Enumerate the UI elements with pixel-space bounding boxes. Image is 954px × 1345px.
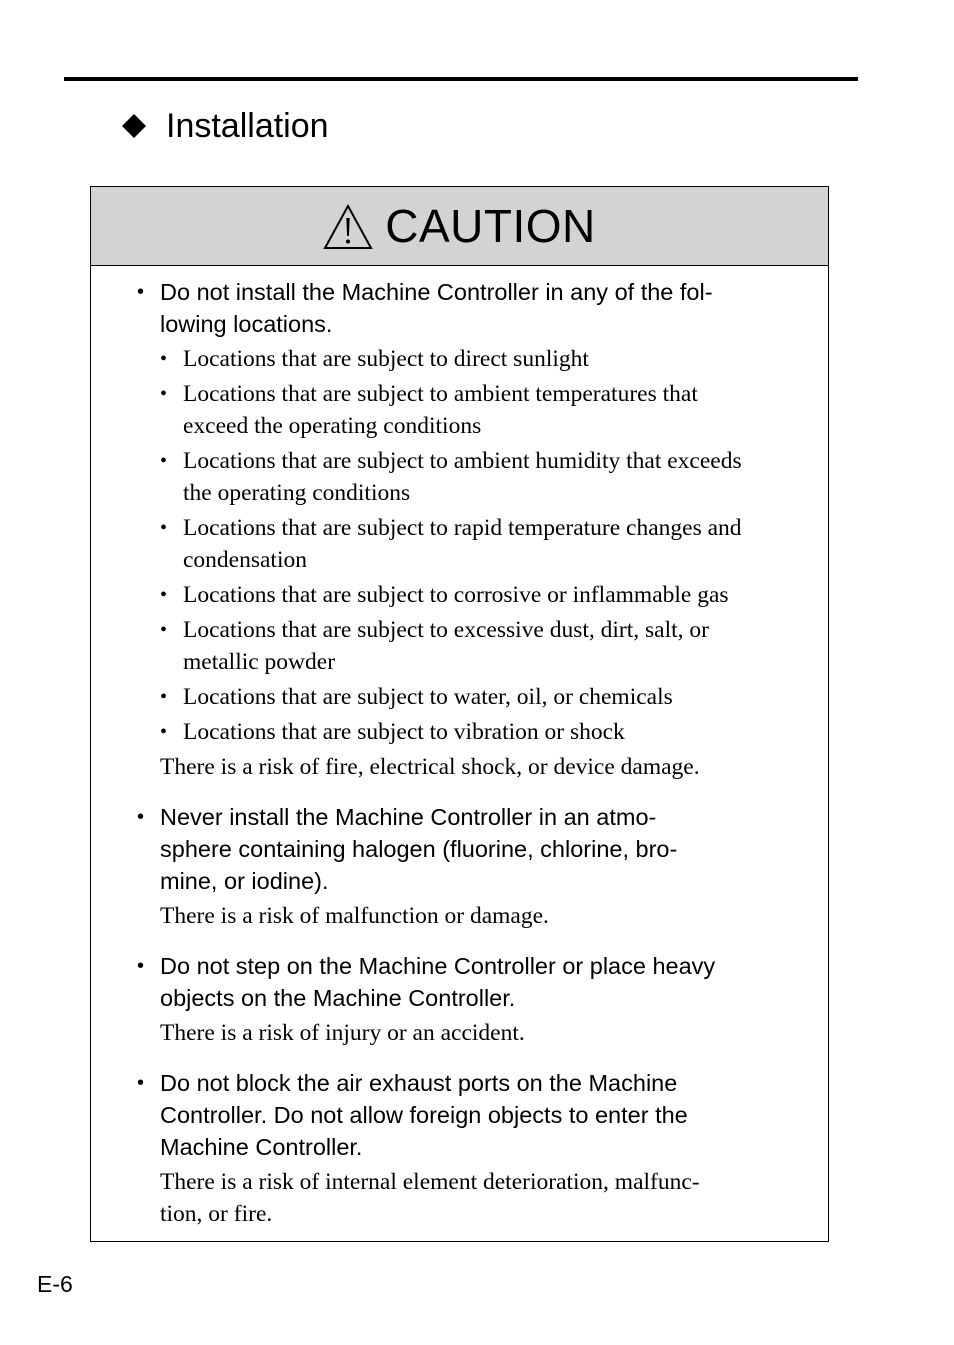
sub-bullet: • [160,383,168,405]
risk-statement: There is a risk of injury or an accident. [160,1020,525,1046]
caution-item [137,276,798,783]
section-title: Installation [166,107,329,145]
location-item: • Locations that are subject to ambient humidity that exceeds the operating conditions [160,445,798,509]
sub-bullet: • [160,348,168,370]
warning-triangle-icon [323,204,373,250]
item-text: Do not install the Machine Controller in any of the fol- lowing locations. [160,279,713,337]
sub-bullet: • [160,686,168,708]
sub-bullet: • [160,584,168,606]
item-text: Do not step on the Machine Controller or place heavy objects on the Machine Controller. [160,953,716,1011]
location-item: • Locations that are subject to vibration or shock [160,716,798,748]
caution-body [91,266,828,1230]
risk-statement: There is a risk of malfunction or damage. [160,903,549,929]
location-item: • Locations that are subject to corrosive or inflammable gas [160,579,798,611]
sub-bullet: • [160,721,168,743]
location-item: • Locations that are subject to direct sunlight [160,343,798,375]
sub-bullet: • [160,619,168,641]
risk-statement: There is a risk of internal element deterioration, malfunc- tion, or fire. [160,1169,700,1227]
bullet: • [137,1072,145,1094]
location-item: • Locations that are subject to water, oil, or chemicals [160,681,798,713]
bullet: • [137,806,145,828]
sub-bullet: • [160,450,168,472]
caution-item [137,1067,798,1230]
caution-title: CAUTION [385,200,596,252]
diamond-icon [122,114,146,138]
top-rule [64,77,858,81]
location-item: • Locations that are subject to rapid temperature changes and condensation [160,512,798,576]
risk-statement: There is a risk of fire, electrical shock, or device damage. [160,754,700,780]
caution-item [137,950,798,1049]
sub-bullet: • [160,517,168,539]
location-item: • Locations that are subject to ambient temperatures that exceed the operating conditions [160,378,798,442]
bullet: • [137,281,145,303]
item-text: Never install the Machine Controller in an atmo- sphere containing halogen (fluorine, chlorine, bro- mine, or iodine). [160,804,678,894]
section-heading [120,104,329,148]
caution-item [137,801,798,932]
caution-box [90,186,829,1242]
location-item: • Locations that are subject to excessive dust, dirt, salt, or metallic powder [160,614,798,678]
item-text: Do not block the air exhaust ports on the Machine Controller. Do not allow foreign objects to enter the Machine Controller. [160,1070,688,1160]
bullet: • [137,955,145,977]
location-list [160,343,798,748]
page-number: E-6 [37,1271,73,1297]
caution-header [91,187,828,266]
